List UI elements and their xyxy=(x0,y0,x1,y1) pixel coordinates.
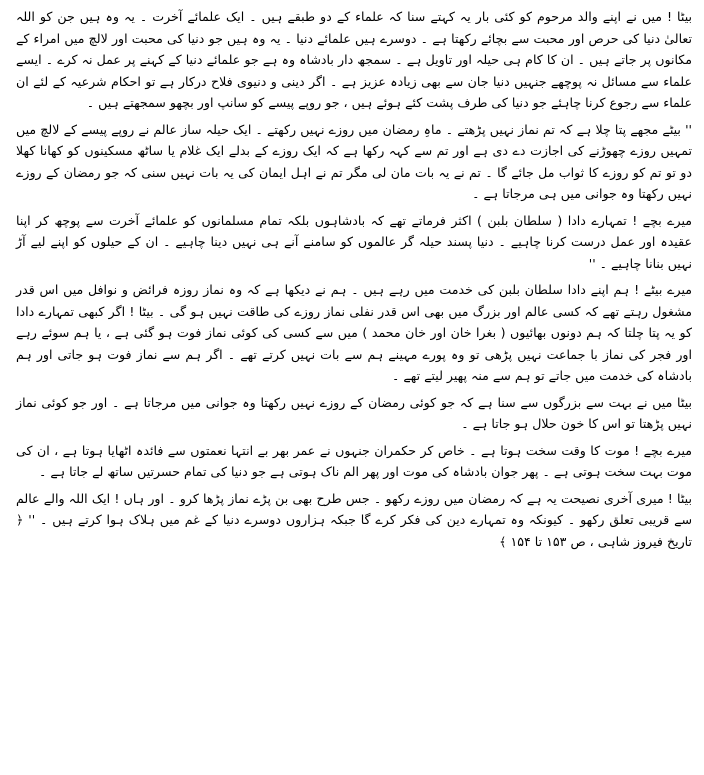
paragraph-balban-prayers: میرے بیٹے ! ہم اپنے دادا سلطان بلبن کی خدمت میں رہے ہیں ۔ ہم نے دیکھا ہے کہ وہ نماز روزہ فرائض و نوافل میں اس قدر مشغول رہتے تھے کہ کسی عالم اور بزرگ میں بھی اس قدر نفلی نماز روزے کی طاقت نہیں ہو گی ۔ بیٹا ! اگر کبھی تمہارے دادا کو یہ پتا چلتا کہ ہم دونوں بھائیوں ( بغرا خان اور خان محمد ) میں سے کسی کی کوئی نماز فوت ہو گئی ہے ، یا ہم سوئے رہے اور فجر کی نماز با جماعت نہیں پڑھی تو وہ پورے مہینے ہم سے بات نہیں کرتے تھے ۔ اگر ہم سے نماز فوت ہو جاتی اور ہم بادشاہ کی خدمت میں جاتے تو ہم سے منہ پھیر لیتے تھے ۔ xyxy=(16,282,692,383)
paragraph-final-advice: بیٹا ! میری آخری نصیحت یہ ہے کہ رمضان میں روزے رکھو ۔ جس طرح بھی بن پڑے نماز پڑھا کرو ۔ اور ہاں ! ایک اللہ والے عالم سے قریبی تعلق رکھو ۔ کیونکہ وہ تمہارے دین کی فکر کرے گا جبکہ ہزاروں دوسرے دنیا کے غم میں ہلاک ہوا کرتے ہیں ۔ '' ﴿ تاریخ فیروز شاہی ، ص ۱۵۳ تا ۱۵۴ ﴾ xyxy=(16,490,692,549)
paragraph-scholars-two-classes: بیٹا ! میں نے اپنے والد مرحوم کو کئی بار یہ کہتے سنا کہ علماء کے دو طبقے ہیں ۔ ایک علمائے آخرت ۔ یہ وہ ہیں جن کو اللہ تعالیٰ دنیا کی حرص اور محبت سے بچائے رکھتا ہے ۔ دوسرے ہیں علمائے دنیا ۔ یہ وہ ہیں جو دنیا کی محبت اور لالچ میں امراء کے مکانوں پر جاتے ہیں ۔ ان کا کام ہی حیلہ اور تاویل ہے ۔ سمجھ دار بادشاہ وہ ہے جو علمائے دنیا کے کہنے پر عمل نہ کرے ۔ ایسے علماء سے مسائل نہ پوچھے جنہیں دنیا جان سے بھی زیادہ عزیز ہے ۔ اگر دینی و دنیوی فلاح درکار ہے تو احکام شرعیہ کے لئے ان علماء سے رجوع کرنا چاہئے جو دنیا کی طرف پشت کئے ہوئے ہیں ، جو روپے پیسے کو سانپ اور بچھو سمجھتے ہیں ۔ xyxy=(16,9,692,110)
paragraph-death-hardship: میرے بچے ! موت کا وقت سخت ہوتا ہے ۔ خاص کر حکمران جنہوں نے عمر بھر بے انتہا نعمتوں سے فائدہ اٹھایا ہوتا ہے ، ان کی موت بہت سخت ہوتی ہے ۔ پھر جوان بادشاہ کی موت اور پھر الم ناک ہوتی ہے جو دنیا کی تمام حسرتیں ساتھ لے جاتا ہے ۔ xyxy=(16,442,692,479)
paragraph-son-not-fasting: '' بیٹے مجھے پتا چلا ہے کہ تم نماز نہیں پڑھتے ۔ ماہِ رمضان میں روزے نہیں رکھتے ۔ ایک حیلہ ساز عالم نے روپے پیسے کے لالچ میں تمہیں روزے چھوڑنے کی اجازت دے دی ہے اور تم سے کہہ رکھا ہے کہ ایک روزے کے بدلے ایک غلام یا ساٹھ مسکینوں کو کھانا کھلا دو تو تم کو روزے کا ثواب مل جائے گا ۔ تم نے یہ بات مان لی مگر تم نے اہل ایمان کی یہ بات نہیں سنی کہ جو رمضان کے روزے نہیں رکھتا وہ جوانی میں ہی مرجاتا ہے ۔ xyxy=(16,121,692,201)
paragraph-elders-saying: بیٹا میں نے بہت سے بزرگوں سے سنا ہے کہ جو کوئی رمضان کے روزے نہیں رکھتا وہ جوانی میں مرجاتا ہے ۔ اور جو کوئی نماز نہیں پڑھتا تو اس کا خون حلال ہو جاتا ہے ۔ xyxy=(16,394,692,431)
paragraph-grandfather-balban: میرے بچے ! تمہارے دادا ( سلطان بلبن ) اکثر فرماتے تھے کہ بادشاہوں بلکہ تمام مسلمانوں کو علمائے آخرت سے پوچھ کر اپنا عقیدہ اور عمل درست کرنا چاہیے ۔ دنیا پسند حیلہ گر عالموں کو سامنے آنے ہی نہیں دینا چاہیے ۔ ان کے حیلوں کو اپنے لیے آڑ نہیں بنانا چاہیے ۔ '' xyxy=(16,212,692,271)
